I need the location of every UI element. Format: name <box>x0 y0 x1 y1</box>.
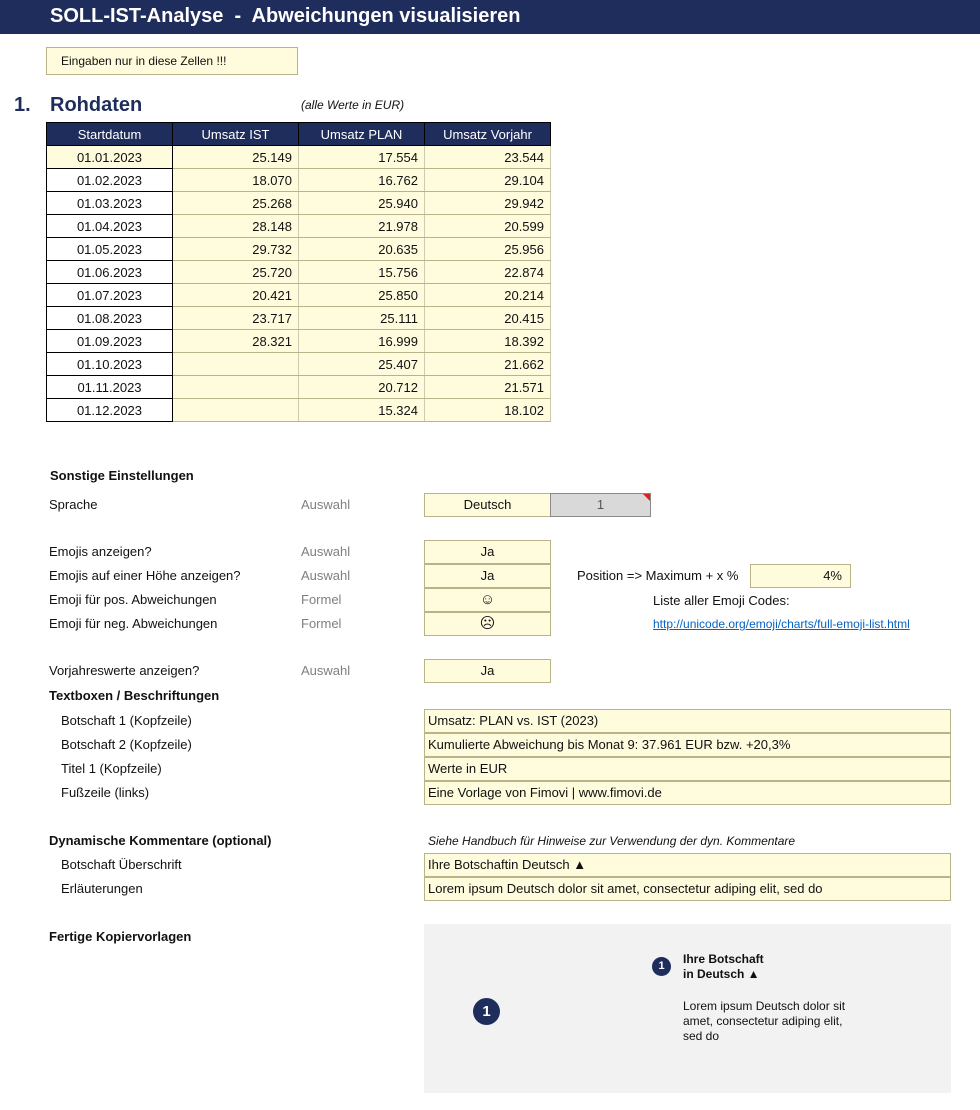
ist-cell[interactable]: 20.421 <box>173 284 299 307</box>
textbox-label: Botschaft 1 (Kopfzeile) <box>61 713 192 728</box>
template-heading-line1: Ihre Botschaft <box>683 952 764 966</box>
plan-cell[interactable]: 25.111 <box>299 307 425 330</box>
plan-cell[interactable]: 17.554 <box>299 146 425 169</box>
template-heading-line2: in Deutsch ▲ <box>683 967 760 981</box>
table-row <box>47 284 551 307</box>
table-row <box>47 215 551 238</box>
input-note: Eingaben nur in diese Zellen !!! <box>46 47 298 75</box>
table-row <box>47 353 551 376</box>
table-row <box>47 376 551 399</box>
table-row <box>47 330 551 353</box>
textbox-label: Botschaft 2 (Kopfzeile) <box>61 737 192 752</box>
position-input[interactable]: 4% <box>750 564 851 588</box>
ist-cell[interactable]: 25.268 <box>173 192 299 215</box>
table-row <box>47 146 551 169</box>
table-row <box>47 238 551 261</box>
textboxes-heading: Textboxen / Beschriftungen <box>49 688 220 703</box>
plan-cell[interactable]: 16.999 <box>299 330 425 353</box>
plan-cell[interactable]: 15.324 <box>299 399 425 422</box>
textbox-input[interactable]: Werte in EUR <box>424 757 951 781</box>
plan-cell[interactable]: 25.940 <box>299 192 425 215</box>
section-title: Rohdaten <box>50 94 143 116</box>
comments-heading: Dynamische Kommentare (optional) <box>49 833 272 848</box>
vorjahr-cell[interactable]: 21.571 <box>425 376 551 399</box>
ist-cell[interactable]: 29.732 <box>173 238 299 261</box>
badge-small[interactable]: 1 <box>652 957 671 976</box>
ist-cell[interactable]: 28.321 <box>173 330 299 353</box>
emojis-show-type: Auswahl <box>301 544 351 559</box>
comment-label: Botschaft Überschrift <box>61 857 182 872</box>
date-cell[interactable]: 01.10.2023 <box>47 353 173 376</box>
emoji-list-label: Liste aller Emoji Codes: <box>653 593 790 608</box>
emojis-show-select[interactable]: Ja <box>424 540 551 564</box>
plan-cell[interactable]: 25.407 <box>299 353 425 376</box>
plan-cell[interactable]: 21.978 <box>299 215 425 238</box>
emojis-height-label: Emojis auf einer Höhe anzeigen? <box>49 568 241 583</box>
vorjahr-cell[interactable]: 23.544 <box>425 146 551 169</box>
templates-heading: Fertige Kopiervorlagen <box>49 929 192 944</box>
date-cell[interactable]: 01.06.2023 <box>47 261 173 284</box>
rohdaten-table <box>46 122 551 422</box>
plan-cell[interactable]: 16.762 <box>299 169 425 192</box>
vorjahr-cell[interactable]: 25.956 <box>425 238 551 261</box>
emoji-neg-label: Emoji für neg. Abweichungen <box>49 616 218 631</box>
column-header: Umsatz Vorjahr <box>425 123 551 146</box>
template-body-line1: Lorem ipsum Deutsch dolor sit <box>683 999 846 1013</box>
textbox-input[interactable]: Umsatz: PLAN vs. IST (2023) <box>424 709 951 733</box>
date-cell[interactable]: 01.02.2023 <box>47 169 173 192</box>
emoji-pos-label: Emoji für pos. Abweichungen <box>49 592 217 607</box>
table-row <box>47 261 551 284</box>
plan-cell[interactable]: 25.850 <box>299 284 425 307</box>
table-row <box>47 169 551 192</box>
emoji-neg-type: Formel <box>301 616 342 631</box>
date-cell[interactable]: 01.11.2023 <box>47 376 173 399</box>
date-cell[interactable]: 01.12.2023 <box>47 399 173 422</box>
sprache-select[interactable]: Deutsch <box>424 493 551 517</box>
vorjahr-cell[interactable]: 20.214 <box>425 284 551 307</box>
template-body-line3: sed do <box>683 1029 720 1043</box>
settings-heading: Sonstige Einstellungen <box>50 468 194 483</box>
vorjahr-cell[interactable]: 21.662 <box>425 353 551 376</box>
emojis-show-label: Emojis anzeigen? <box>49 544 152 559</box>
date-cell[interactable]: 01.04.2023 <box>47 215 173 238</box>
vorjahr-cell[interactable]: 22.874 <box>425 261 551 284</box>
textbox-label: Fußzeile (links) <box>61 785 150 800</box>
emojis-height-type: Auswahl <box>301 568 351 583</box>
page-title: SOLL-IST-Analyse - Abweichungen visualisieren <box>50 5 521 27</box>
date-cell[interactable]: 01.05.2023 <box>47 238 173 261</box>
column-header: Startdatum <box>47 123 173 146</box>
badge-large[interactable]: 1 <box>473 998 500 1025</box>
emoji-pos-type: Formel <box>301 592 342 607</box>
column-header: Umsatz PLAN <box>299 123 425 146</box>
ist-cell[interactable]: 23.717 <box>173 307 299 330</box>
vorjahr-cell[interactable]: 29.942 <box>425 192 551 215</box>
date-cell[interactable]: 01.09.2023 <box>47 330 173 353</box>
date-cell[interactable]: 01.03.2023 <box>47 192 173 215</box>
vorjahr-select[interactable]: Ja <box>424 659 551 683</box>
section-number: 1. <box>14 94 31 116</box>
template-body-line2: amet, consectetur adiping elit, <box>683 1014 843 1028</box>
plan-cell[interactable]: 15.756 <box>299 261 425 284</box>
table-row <box>47 307 551 330</box>
vorjahr-cell[interactable]: 18.392 <box>425 330 551 353</box>
date-cell[interactable]: 01.01.2023 <box>47 146 173 169</box>
comment-indicator-icon[interactable] <box>643 494 650 501</box>
section-note: (alle Werte in EUR) <box>301 98 405 112</box>
emoji-list-link[interactable]: http://unicode.org/emoji/charts/full-emoji-list.html <box>653 617 910 631</box>
textbox-label: Titel 1 (Kopfzeile) <box>61 761 162 776</box>
comments-hint: Siehe Handbuch für Hinweise zur Verwendung der dyn. Kommentare <box>428 834 796 848</box>
plan-cell[interactable]: 20.635 <box>299 238 425 261</box>
column-header: Umsatz IST <box>173 123 299 146</box>
date-cell[interactable]: 01.07.2023 <box>47 284 173 307</box>
textbox-input[interactable]: Eine Vorlage von Fimovi | www.fimovi.de <box>424 781 951 805</box>
vorjahr-cell[interactable]: 29.104 <box>425 169 551 192</box>
comment-label: Erläuterungen <box>61 881 143 896</box>
sprache-index-cell: 1 <box>550 493 651 517</box>
ist-cell[interactable] <box>173 353 299 376</box>
comment-input[interactable]: Lorem ipsum Deutsch dolor sit amet, consectetur adiping elit, sed do <box>424 877 951 901</box>
ist-cell[interactable] <box>173 376 299 399</box>
comment-input[interactable]: Ihre Botschaftin Deutsch ▲ <box>424 853 951 877</box>
table-row <box>47 192 551 215</box>
vorjahr-label: Vorjahreswerte anzeigen? <box>49 663 200 678</box>
emojis-height-select[interactable]: Ja <box>424 564 551 588</box>
vorjahr-type: Auswahl <box>301 663 351 678</box>
ist-cell[interactable]: 25.149 <box>173 146 299 169</box>
sprache-type: Auswahl <box>301 497 351 512</box>
date-cell[interactable]: 01.08.2023 <box>47 307 173 330</box>
emoji-neg-icon[interactable]: ☹ <box>424 612 551 636</box>
vorjahr-cell[interactable]: 18.102 <box>425 399 551 422</box>
position-label: Position => Maximum + x % <box>577 568 739 583</box>
sprache-label: Sprache <box>49 497 98 512</box>
vorjahr-cell[interactable]: 20.599 <box>425 215 551 238</box>
textbox-input[interactable]: Kumulierte Abweichung bis Monat 9: 37.961 EUR bzw. +20,3% <box>424 733 951 757</box>
vorjahr-cell[interactable]: 20.415 <box>425 307 551 330</box>
ist-cell[interactable] <box>173 399 299 422</box>
ist-cell[interactable]: 28.148 <box>173 215 299 238</box>
plan-cell[interactable]: 20.712 <box>299 376 425 399</box>
ist-cell[interactable]: 25.720 <box>173 261 299 284</box>
emoji-pos-icon[interactable]: ☺ <box>424 588 551 612</box>
table-row <box>47 399 551 422</box>
ist-cell[interactable]: 18.070 <box>173 169 299 192</box>
